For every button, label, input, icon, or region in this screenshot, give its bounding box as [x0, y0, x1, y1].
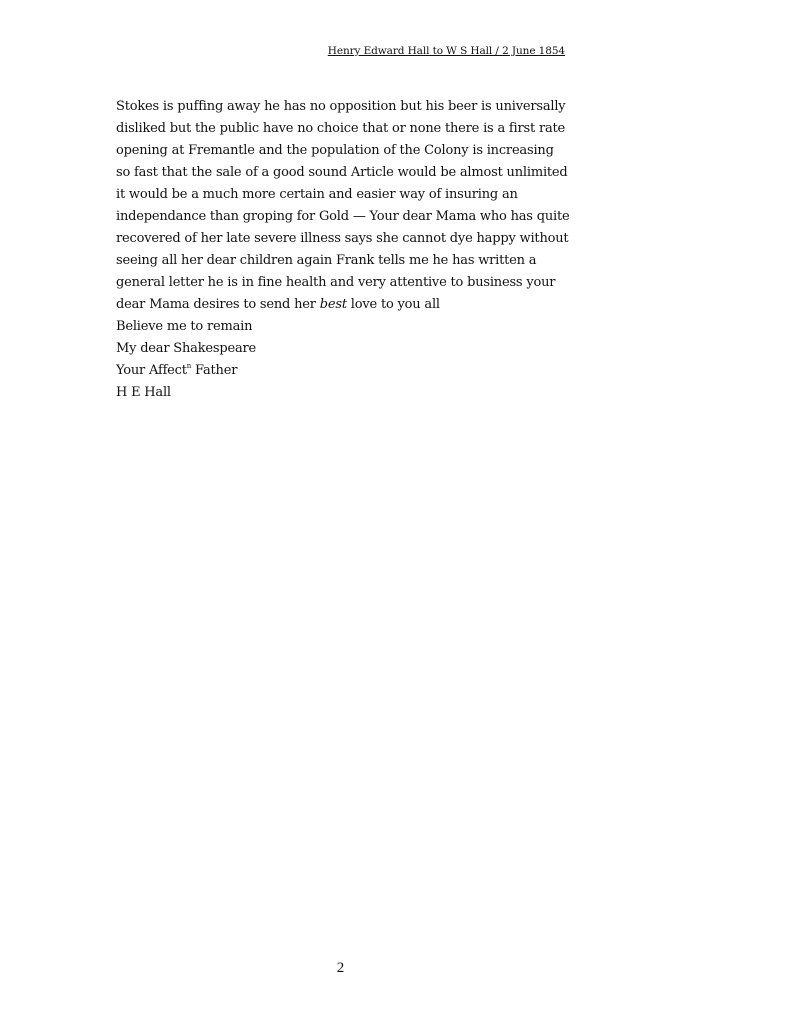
letter-line-last	[116, 294, 586, 316]
letter-line: general letter he is in fine health and very attentive to business your	[116, 275, 556, 290]
letter-line: disliked but the public have no choice that or none there is a first rate	[116, 121, 566, 136]
emphasized-word: best	[319, 297, 347, 312]
letter-text: love to you all	[346, 297, 440, 312]
letter-line: so fast that the sale of a good sound Article would be almost unlimited	[116, 165, 568, 180]
letter-line: independance than groping for Gold — Your dear Mama who has quite	[116, 209, 570, 224]
letter-line: recovered of her late severe illness says she cannot dye happy without	[116, 231, 569, 246]
sign-off-line	[116, 360, 586, 382]
superscript-abbreviation: n	[186, 362, 192, 370]
sign-off-text: Father	[191, 363, 238, 378]
sign-off-text: Your Affect	[116, 363, 187, 378]
letter-line: Stokes is puffing away he has no opposition but his beer is universally	[116, 99, 566, 114]
letter-text: dear Mama desires to send her	[116, 297, 320, 312]
page-number: 2	[336, 960, 345, 976]
salutation-line: My dear Shakespeare	[116, 341, 257, 356]
letter-line: opening at Fremantle and the population of the Colony is increasing	[116, 143, 554, 158]
letter-line: it would be a much more certain and easier way of insuring an	[116, 187, 518, 202]
running-header: Henry Edward Hall to W S Hall / 2 June 1854	[327, 45, 565, 57]
letter-line: seeing all her dear children again Frank tells me he has written a	[116, 253, 537, 268]
letter-body	[116, 96, 586, 404]
signature: H E Hall	[116, 385, 171, 400]
closing-line: Believe me to remain	[116, 319, 253, 334]
